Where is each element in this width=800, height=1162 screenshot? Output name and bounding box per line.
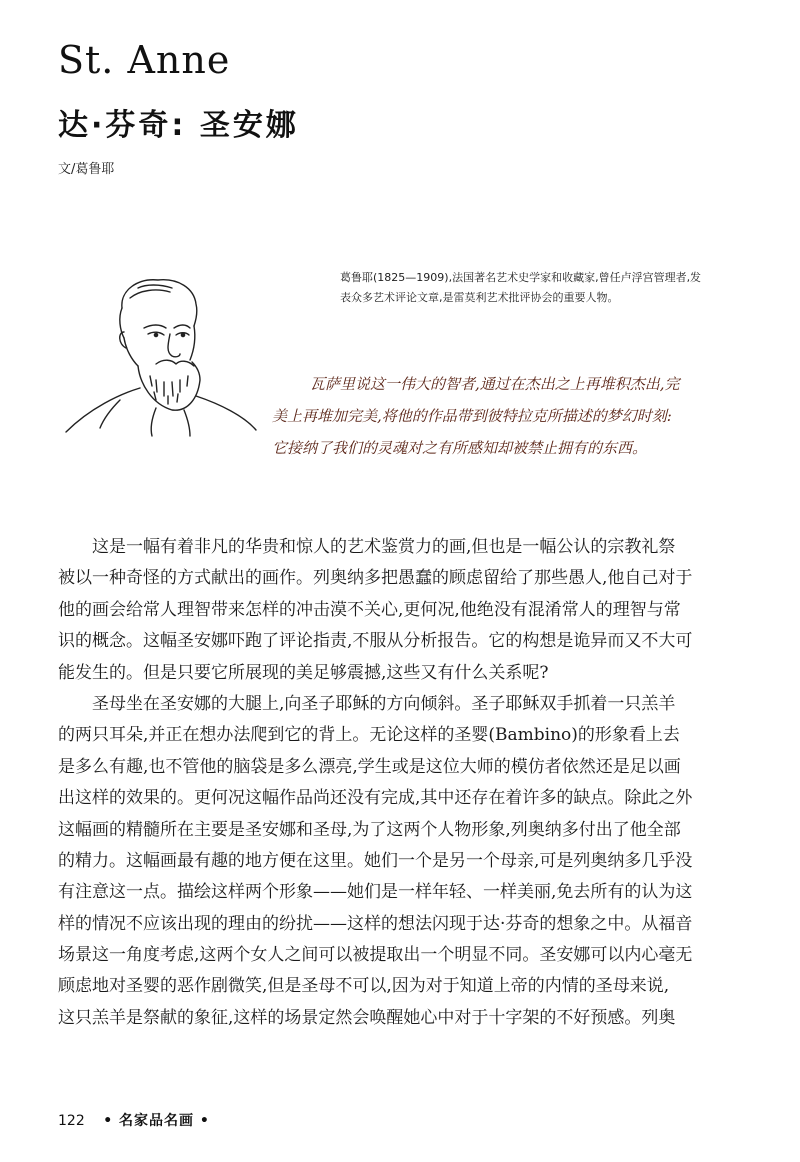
bio-line: 葛鲁耶(1825—1909),法国著名艺术史学家和收藏家,曾任卢浮宫管理者,发	[340, 271, 702, 284]
section-name: • 名家品名画 •	[103, 1113, 210, 1129]
body-line: 样的情况不应该出现的理由的纷扰——这样的想法闪现于达·芬奇的想象之中。从福音	[58, 913, 693, 934]
author-portrait-sketch	[60, 268, 260, 438]
bio-line: 表众多艺术评论文章,是雷莫利艺术批评协会的重要人物。	[340, 291, 619, 304]
body-line: 顾虑地对圣婴的恶作剧微笑,但是圣母不可以,因为对于知道上帝的内情的圣母来说,	[58, 976, 670, 997]
body-line: 的精力。这幅画最有趣的地方便在这里。她们一个是另一个母亲,可是列奥纳多几乎没	[58, 850, 693, 871]
article-title: 达·芬奇: 圣安娜	[58, 108, 299, 143]
author-bio	[340, 268, 740, 308]
page-number: 122	[58, 1113, 85, 1129]
english-title: St. Anne	[58, 38, 231, 82]
article-body	[58, 532, 744, 1034]
author-byline: 文/葛鲁耶	[58, 162, 115, 177]
body-line: 识的概念。这幅圣安娜吓跑了评论指责,不服从分析报告。它的构想是诡异而又不大可	[58, 631, 693, 652]
body-line: 场景这一角度考虑,这两个女人之间可以被提取出一个明显不同。圣安娜可以内心毫无	[58, 945, 693, 966]
quote-line: 美上再堆加完美,将他的作品带到彼特拉克所描述的梦幻时刻:	[272, 407, 672, 425]
body-line: 这只羔羊是祭献的象征,这样的场景定然会唤醒她心中对于十字架的不好预感。列奥	[58, 1007, 676, 1028]
body-line: 他的画会给常人理智带来怎样的冲击漠不关心,更何况,他绝没有混淆常人的理智与常	[58, 599, 681, 620]
body-line: 圣母坐在圣安娜的大腿上,向圣子耶稣的方向倾斜。圣子耶稣双手抓着一只羔羊	[92, 693, 676, 714]
page-footer	[58, 1110, 210, 1130]
pull-quote	[272, 368, 752, 464]
body-line: 的两只耳朵,并正在想办法爬到它的背上。无论这样的圣婴(Bambino)的形象看上去	[58, 725, 680, 746]
body-line: 这幅画的精髓所在主要是圣安娜和圣母,为了这两个人物形象,列奥纳多付出了他全部	[58, 819, 681, 840]
body-line: 这是一幅有着非凡的华贵和惊人的艺术鉴赏力的画,但也是一幅公认的宗教礼祭	[92, 537, 676, 557]
body-line: 能发生的。但是只要它所展现的美足够震撼,这些又有什么关系呢?	[58, 662, 549, 683]
quote-line: 瓦萨里说这一伟大的智者,通过在杰出之上再堆积杰出,完	[310, 375, 680, 393]
body-line: 是多么有趣,也不管他的脑袋是多么漂亮,学生或是这位大师的模仿者依然还是足以画	[58, 756, 681, 777]
body-line: 有注意这一点。描绘这样两个形象——她们是一样年轻、一样美丽,免去所有的认为这	[58, 882, 693, 903]
body-line: 出这样的效果的。更何况这幅作品尚还没有完成,其中还存在着许多的缺点。除此之外	[58, 788, 693, 809]
body-line: 被以一种奇怪的方式献出的画作。列奥纳多把愚蠢的顾虑留给了那些愚人,他自己对于	[58, 568, 693, 589]
quote-line: 它接纳了我们的灵魂对之有所感知却被禁止拥有的东西。	[272, 439, 648, 457]
